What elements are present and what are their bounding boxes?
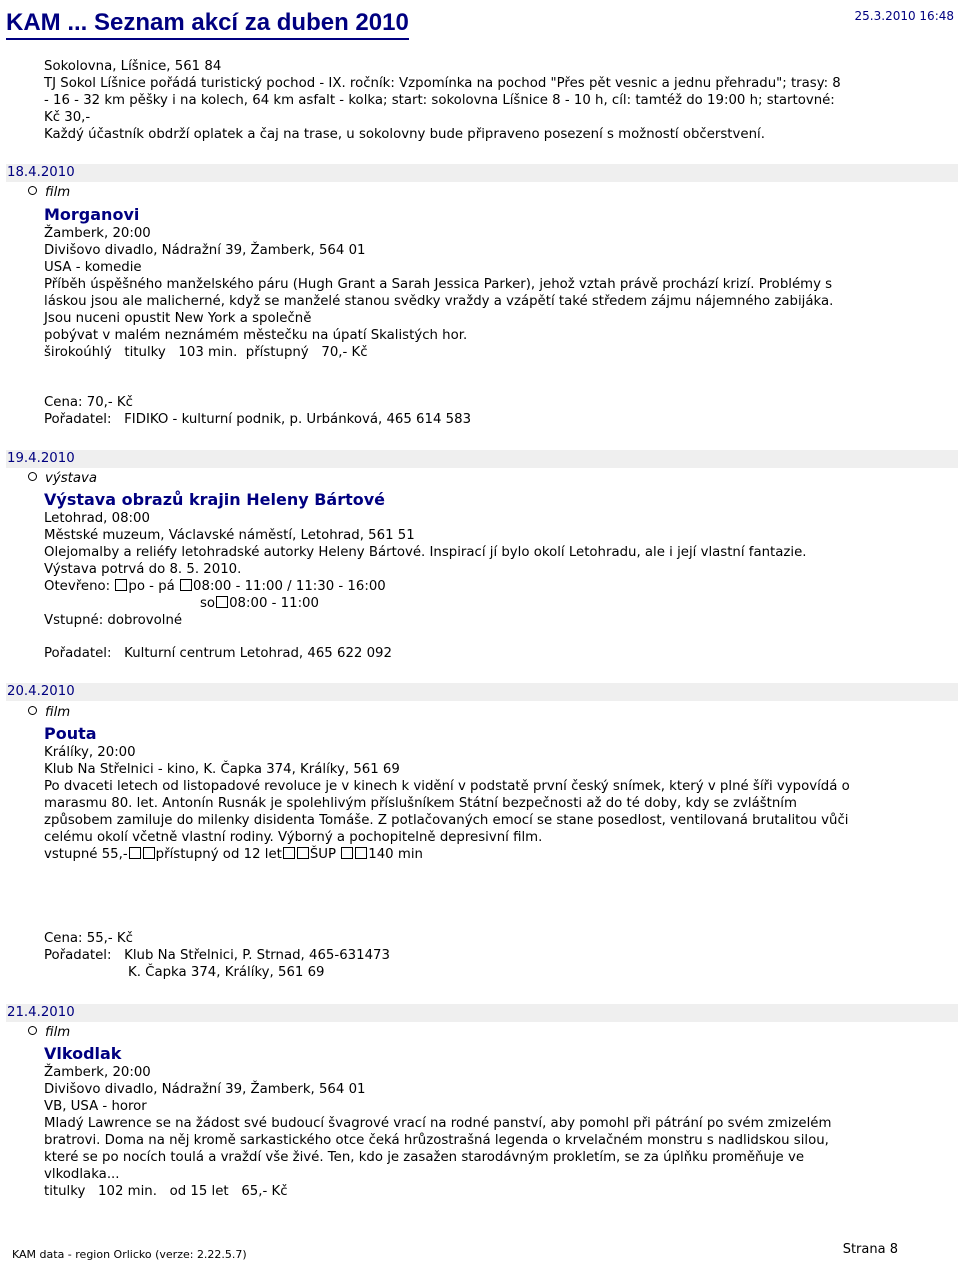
organizer-label: Pořadatel: <box>44 646 112 661</box>
event-description: vstupné 55,- přístupný od 12 let ŠUP 140 min <box>44 847 423 862</box>
event-description: TJ Sokol Líšnice pořádá turistický pochod - IX. ročník: Vzpomínka na pochod "Přes pět vesnic a jednu přehradu"; trasy: 8 <box>44 76 841 91</box>
date-header: 19.4.2010 <box>6 450 958 468</box>
organizer-label: Pořadatel: <box>44 412 112 427</box>
event-description: Jsou nuceni opustit New York a společně <box>44 311 312 326</box>
footer-source: KAM data - region Orlicko (verze: 2.22.5.7) <box>12 1248 247 1261</box>
event-organizer-block <box>44 645 954 662</box>
event-description: pobývat v malém neznámém městečku na úpatí Skalistých hor. <box>44 328 468 343</box>
event-description: titulky 102 min. od 15 let 65,- Kč <box>44 1184 288 1199</box>
event-opening-hours: Otevřeno: po - pá 08:00 - 11:00 / 11:30 - 16:00 <box>44 579 386 594</box>
event-title[interactable]: Pouta <box>44 724 97 743</box>
event-venue: Městské muzeum, Václavské náměstí, Letohrad, 561 51 <box>44 528 415 543</box>
date-header: 18.4.2010 <box>6 164 958 182</box>
organizer-address: K. Čapka 374, Králíky, 561 69 <box>128 965 325 980</box>
event-card <box>44 490 954 629</box>
bullet-icon <box>28 186 37 195</box>
event-opening-hours-saturday: so 08:00 - 11:00 <box>200 596 319 611</box>
event-genre: USA - komedie <box>44 260 142 275</box>
event-organizer <box>44 411 954 428</box>
organizer-label: Pořadatel: <box>44 948 112 963</box>
category-label: film <box>45 705 71 720</box>
square-glyph-icon <box>216 596 228 608</box>
event-card <box>44 724 954 863</box>
square-glyph-icon <box>355 847 367 859</box>
event-venue: Klub Na Střelnici - kino, K. Čapka 374, Králíky, 561 69 <box>44 762 400 777</box>
event-description: bratrovi. Doma na něj kromě sarkastického otce čeká hrůzostrašná legenda o krvelačném monstru s nadlidskou silou, <box>44 1133 829 1148</box>
date-header: 21.4.2010 <box>6 1004 958 1022</box>
event-category <box>28 1024 70 1041</box>
bullet-icon <box>28 472 37 481</box>
event-venue: Sokolovna, Líšnice, 561 84 <box>44 59 222 74</box>
square-glyph-icon <box>341 847 353 859</box>
timestamp: 25.3.2010 16:48 <box>854 9 954 23</box>
event-price-block <box>44 394 954 428</box>
event-title[interactable]: Výstava obrazů krajin Heleny Bártové <box>44 490 386 509</box>
event-venue: Divišovo divadlo, Nádražní 39, Žamberk, 564 01 <box>44 243 366 258</box>
square-glyph-icon <box>129 847 141 859</box>
bullet-icon <box>28 1026 37 1035</box>
event-description: způsobem zamiluje do milenky disidenta Tomáše. Z potlačovaných emocí se stane posedlost, ventilovaná brutalitou vůči <box>44 813 849 828</box>
event-organizer <box>44 645 954 662</box>
category-label: film <box>45 1025 71 1040</box>
event-time: Žamberk, 20:00 <box>44 1065 151 1080</box>
event-description: vlkodlaka... <box>44 1167 120 1182</box>
square-glyph-icon <box>115 579 127 591</box>
intro-event <box>44 58 954 143</box>
event-description: láskou jsou ale malicherné, když se manželé stanou svědky vraždy a vzápětí také středem zájmu nájemného zabijáka. <box>44 294 834 309</box>
event-description: Mladý Lawrence se na žádost své budoucí švagrové vrací na rodné panství, aby pomohl při pátrání po svém zmizelém <box>44 1116 832 1131</box>
event-description: Výstava potrvá do 8. 5. 2010. <box>44 562 242 577</box>
event-price-block <box>44 930 954 981</box>
event-description: Příběh úspěšného manželského páru (Hugh Grant a Sarah Jessica Parker), jehož vztah právě prochází krizí. Problémy s <box>44 277 833 292</box>
organizer-value: Kulturní centrum Letohrad, 465 622 092 <box>124 646 392 661</box>
organizer-value: FIDIKO - kulturní podnik, p. Urbánková, 465 614 583 <box>124 412 472 427</box>
event-organizer <box>44 947 954 964</box>
event-price: Cena: 70,- Kč <box>44 395 133 410</box>
event-category <box>28 184 70 201</box>
event-description: celému okolí včetně vlastní rodiny. Výborný a pochopitelně depresivní film. <box>44 830 543 845</box>
square-glyph-icon <box>297 847 309 859</box>
event-price: Cena: 55,- Kč <box>44 931 133 946</box>
event-time: Žamberk, 20:00 <box>44 226 151 241</box>
square-glyph-icon <box>143 847 155 859</box>
event-description: Po dvaceti letech od listopadové revoluce je v kinech k vidění v podstatě první český snímek, který v plné šíři vypovídá o <box>44 779 850 794</box>
event-description: - 16 - 32 km pěšky i na kolech, 64 km asfalt - kolka; start: sokolovna Líšnice 8 - 10 h, cíl: tamtéž do 19:00 h; startovné: <box>44 93 835 108</box>
event-description: Kč 30,- <box>44 110 91 125</box>
page-number: Strana 8 <box>842 1242 898 1257</box>
page-title: KAM ... Seznam akcí za duben 2010 <box>6 8 409 40</box>
category-label: film <box>45 185 71 200</box>
category-label: výstava <box>45 471 98 486</box>
event-time: Letohrad, 08:00 <box>44 511 150 526</box>
square-glyph-icon <box>180 579 192 591</box>
date-header: 20.4.2010 <box>6 683 958 701</box>
event-title[interactable]: Vlkodlak <box>44 1044 122 1063</box>
event-description: Každý účastník obdrží oplatek a čaj na trase, u sokolovny bude připraveno posezení s možností občerstvení. <box>44 127 765 142</box>
event-description: které se po nocích toulá a vraždí vše živé. Ten, kdo je zasažen starodávným prokletím, se za úplňku proměňuje ve <box>44 1150 805 1165</box>
event-category <box>28 704 70 721</box>
event-time: Králíky, 20:00 <box>44 745 136 760</box>
event-category <box>28 470 97 487</box>
organizer-value: Klub Na Střelnici, P. Strnad, 465-631473 <box>124 948 390 963</box>
event-title[interactable]: Morganovi <box>44 205 140 224</box>
event-card <box>44 205 954 361</box>
bullet-icon <box>28 706 37 715</box>
event-entry: Vstupné: dobrovolné <box>44 613 183 628</box>
event-description: Olejomalby a reliéfy letohradské autorky Heleny Bártové. Inspirací jí bylo okolí Letohradu, ale i její vlastní fantazie. <box>44 545 807 560</box>
event-description: marasmu 80. let. Antonín Rusnák je spolehlivým příslušníkem Státní bezpečnosti až do té doby, kdy se zvláštním <box>44 796 797 811</box>
page-header <box>6 8 954 40</box>
event-genre: VB, USA - horor <box>44 1099 147 1114</box>
event-venue: Divišovo divadlo, Nádražní 39, Žamberk, 564 01 <box>44 1082 366 1097</box>
event-description: širokoúhlý titulky 103 min. přístupný 70,- Kč <box>44 345 368 360</box>
event-card <box>44 1044 954 1200</box>
square-glyph-icon <box>283 847 295 859</box>
